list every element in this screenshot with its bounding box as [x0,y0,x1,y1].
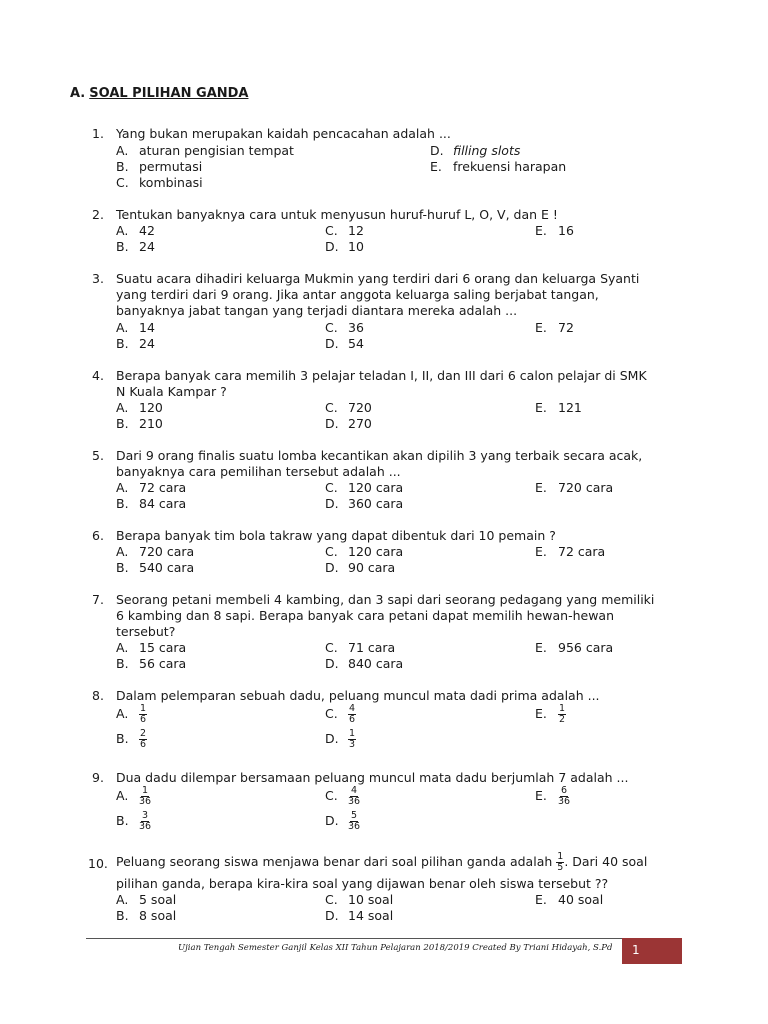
option-b[interactable]: B. $\frac{2}{6}$ [116,728,147,750]
option-a[interactable]: A. 5 soal [116,892,177,907]
option-b[interactable]: B. permutasi [116,159,203,174]
option-e[interactable]: E. frekuensi harapan [430,159,567,174]
question-text: Tentukan banyaknya cara untuk menyusun huruf-huruf L, O, V, dan E ! [116,207,558,222]
option-b[interactable]: B. $\frac{3}{36}$ [116,810,152,832]
question-text: tersebut? [116,624,176,639]
question-text: Dari 9 orang finalis suatu lomba kecantikan akan dipilih 3 yang terbaik secara acak, [116,448,643,463]
footer-text: Ujian Tengah Semester Ganjil Kelas XII Tahun Pelajaran 2018/2019 Created By Triani Hidayah, S.Pd [178,943,613,953]
option-c[interactable]: C. 120 cara [325,480,404,495]
option-d[interactable]: D. 360 cara [325,496,404,511]
section-title: SOAL PILIHAN GANDA [89,86,249,101]
option-e[interactable]: E. $\frac{6}{36}$ [535,785,571,807]
option-e[interactable]: E. 72 [535,320,574,335]
option-e[interactable]: E. 720 cara [535,480,614,495]
option-a[interactable]: A. $\frac{1}{36}$ [116,785,152,807]
option-d[interactable]: D. 10 [325,239,364,254]
option-d[interactable]: D. 270 [325,416,372,431]
question-text: Berapa banyak cara memilih 3 pelajar teladan I, II, dan III dari 6 calon pelajar di SMK [116,368,647,383]
option-a[interactable]: A. 14 [116,320,155,335]
option-b[interactable]: B. 24 [116,336,155,351]
option-a[interactable]: A. 72 cara [116,480,187,495]
option-d[interactable]: D. 840 cara [325,656,404,671]
question-text: banyaknya cara pemilihan tersebut adalah ... [116,464,401,479]
question-text: Seorang petani membeli 4 kambing, dan 3 sapi dari seorang pedagang yang memiliki [116,592,655,607]
question-text: Suatu acara dihadiri keluarga Mukmin yang terdiri dari 6 orang dan keluarga Syanti [116,271,640,286]
footer-divider [86,938,626,939]
option-c[interactable]: C. kombinasi [116,175,203,190]
question-text: pilihan ganda, berapa kira-kira soal yang dijawan benar oleh siswa tersebut ?? [116,876,609,891]
option-b[interactable]: B. 56 cara [116,656,187,671]
question-text: yang terdiri dari 9 orang. Jika antar anggota keluarga saling berjabat tangan, [116,287,599,302]
option-c[interactable]: C. 12 [325,223,364,238]
option-e[interactable]: E. $\frac{1}{2}$ [535,703,566,725]
option-a[interactable]: A. $\frac{1}{6}$ [116,703,147,725]
option-b[interactable]: B. 540 cara [116,560,195,575]
option-d[interactable]: D. 54 [325,336,364,351]
option-a[interactable]: A. 120 [116,400,163,415]
option-c[interactable]: C. $\frac{4}{6}$ [325,703,356,725]
question-text: Berapa banyak tim bola takraw yang dapat dibentuk dari 10 pemain ? [116,528,556,543]
option-a[interactable]: A. 15 cara [116,640,187,655]
option-a[interactable]: A. aturan pengisian tempat [116,143,294,158]
option-e[interactable]: E. 16 [535,223,574,238]
option-c[interactable]: C. 120 cara [325,544,404,559]
option-e[interactable]: E. 40 soal [535,892,604,907]
option-d[interactable]: D. filling slots [430,143,521,158]
question-text: Dalam pelemparan sebuah dadu, peluang muncul mata dadi prima adalah ... [116,688,600,703]
page-number-box [622,938,682,964]
question-text: 6 kambing dan 8 sapi. Berapa banyak cara petani dapat memilih hewan-hewan [116,608,615,623]
option-e[interactable]: E. 956 cara [535,640,614,655]
option-b[interactable]: B. 24 [116,239,155,254]
option-b[interactable]: B. 84 cara [116,496,187,511]
option-b[interactable]: B. 8 soal [116,908,177,923]
option-d[interactable]: D. $\frac{5}{36}$ [325,810,361,832]
option-d[interactable]: D. 90 cara [325,560,396,575]
question-text: banyaknya jabat tangan yang terjadi diantara mereka adalah ... [116,303,518,318]
page-number: 1 [632,943,640,957]
option-e[interactable]: E. 121 [535,400,582,415]
option-d[interactable]: D. $\frac{1}{3}$ [325,728,356,750]
question-text: Peluang seorang siswa menjawa benar dari soal pilihan ganda adalah $\frac{1}{5}$ . Dari 40 soal [116,851,648,873]
option-c[interactable]: C. $\frac{4}{36}$ [325,785,361,807]
question-text: Yang bukan merupakan kaidah pencacahan adalah ... [116,126,451,141]
option-c[interactable]: C. 10 soal [325,892,394,907]
section-heading [70,86,248,101]
option-c[interactable]: C. 71 cara [325,640,396,655]
question-text: Dua dadu dilempar bersamaan peluang muncul mata dadu berjumlah 7 adalah ... [116,770,629,785]
option-a[interactable]: A. 720 cara [116,544,195,559]
option-c[interactable]: C. 720 [325,400,372,415]
option-e[interactable]: E. 72 cara [535,544,606,559]
option-b[interactable]: B. 210 [116,416,163,431]
option-d[interactable]: D. 14 soal [325,908,394,923]
option-a[interactable]: A. 42 [116,223,155,238]
option-c[interactable]: C. 36 [325,320,364,335]
section-letter: A. [70,86,86,101]
question-text: N Kuala Kampar ? [116,384,227,399]
